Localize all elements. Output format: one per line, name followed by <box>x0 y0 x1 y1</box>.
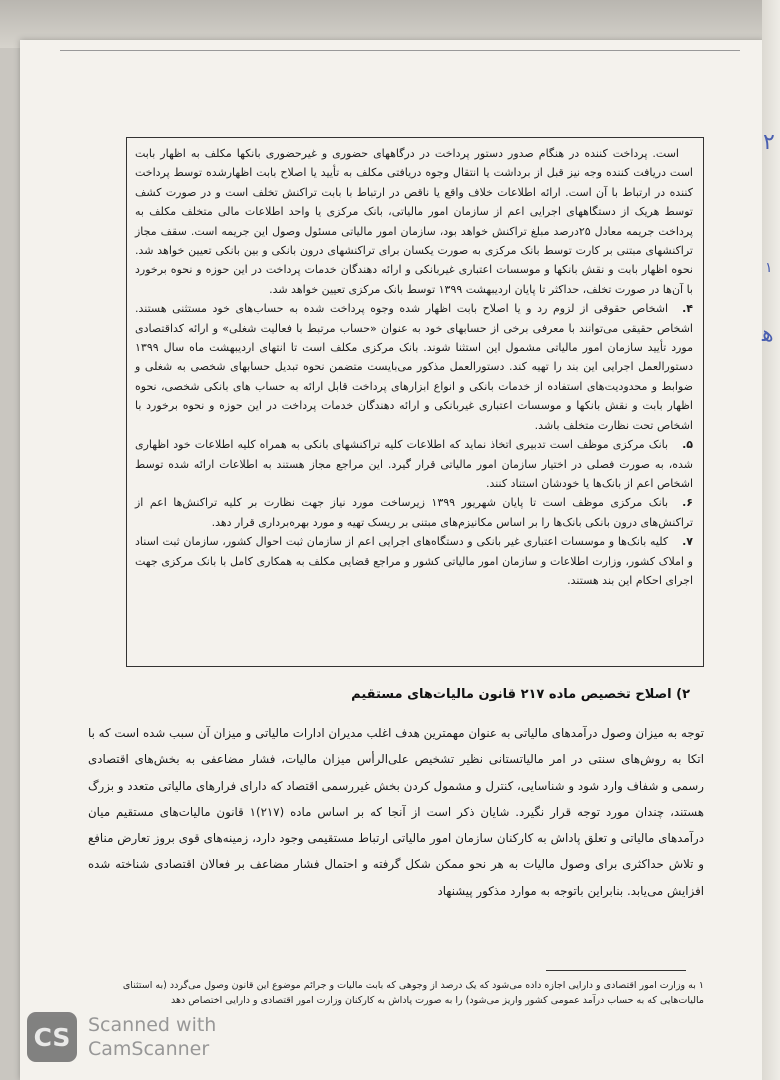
margin-handwriting: ١ <box>765 260 773 276</box>
body-paragraph-container <box>88 720 704 904</box>
page-edge <box>762 0 780 1080</box>
margin-handwriting: ﻫ <box>762 322 774 347</box>
footnote-rule <box>546 970 686 971</box>
header-rule <box>60 50 740 51</box>
box-paragraph: است. پرداخت کننده در هنگام صدور دستور پرداخت در درگاههای حضوری و غیرحضوری بانکها مکلف به اظهار بابت است دریافت کننده وجه نیز قبل از برداشت یا انتقال وجوه دریافتی مکلف به تأیید یا اصلاح بابت اظهارشده توسط پرداخت کننده در ارتباط با آن است. ارائه اطلاعات خلاف واقع یا ناقص در ارتباط با بابت تراکنش تخلف است و در صورت کشف توسط هریک از دستگاههای اجرایی اعم از سازمان امور مالیاتی، بانک مرکزی یا واحد اطلاعات مالی متخلف مکلف به پرداخت جریمه معادل ۲۵درصد مبلغ تراکنش خواهد بود، سازمان امور مالیاتی مسئول وصول این جریمه است. سقف مجاز تراکنشهای مبتنی بر کارت توسط بانک مرکزی به صورت یکسان برای تراکنشهای درون بانکی و بین بانکی تعیین خواهد شد. نحوه اظهار بابت و نقش بانکها و موسسات اعتباری غیربانکی و ارائه دهندگان خدمات پرداخت در این حوزه و نحوه برخورد با آن‌ها در صورت تخلف، حداکثر تا پایان اردیبهشت ۱۳۹۹ توسط بانک مرکزی تعیین خواهد شد. <box>135 147 693 296</box>
footnote: ۱ به وزارت امور اقتصادی و دارایی اجازه داده می‌شود که یک درصد از وجوهی که بابت مالیات و جرائم موضوع این قانون وصول می‌گردد (به استثنای مالیات‌هایی که به حساب درآمد عمومی کشور واریز می‌شود) را به صورت پاداش به کارکنان وزارت امور اقتصادی و دارایی اختصاص دهد <box>122 980 704 1006</box>
camscanner-watermark <box>88 1013 216 1061</box>
box-paragraph-item-5: ۵.بانک مرکزی موظف است تدبیری اتخاذ نماید که اطلاعات کلیه تراکنشهای بانکی به همراه کلیه اطلاعات خود اظهاری شده، به صورت فصلی در اختیار سازمان امور مالیاتی قرار گیرد. این مراجع مجاز هستند به اطلاعات ارائه شده توسط اشخاص اعم از بانک‌ها یا خودشان استناد کنند. <box>135 438 693 490</box>
legal-text-box <box>126 137 704 667</box>
box-paragraph-item-7: ۷.کلیه بانک‌ها و موسسات اعتباری غیر بانکی و دستگاه‌های اجرایی اعم از سازمان ثبت احوال کشور، سازمان ثبت اسناد و املاک کشور، وزارت اطلاعات و سازمان امور مالیاتی کشور و مراجع قضایی مکلف به همکاری کامل با بانک مرکزی جهت اجرای احکام این بند هستند. <box>135 535 693 587</box>
margin-handwriting: ٢ <box>763 130 775 155</box>
body-paragraph: توجه به میزان وصول درآمدهای مالیاتی به عنوان مهمترین هدف اغلب مدیران ادارات مالیاتی و میزان آن سبب شده است که با اتکا به روش‌های سنتی در امر مالیاتستانی نظیر تشخیص علی‌الرأس میزان مالیات، فشار مضاعفی به بخش‌های اقتصادی رسمی و شفاف وارد شود و شناسایی، کنترل و مشمول کردن بخش غیررسمی اقتصاد که دارای فرارهای مالیاتی متعدد و بزرگ هستند، چندان مورد توجه قرار نگیرد. شایان ذکر است از آنجا که بر اساس ماده (۲۱۷)۱ قانون مالیات‌های مستقیم میان درآمدهای مالیاتی و تعلق پاداش به کارکنان سازمان امور مالیاتی ارتباط مستقیمی وجود دارد، زمینه‌های قوی بروز تعارض منافع و تلاش حداکثری برای وصول مالیات به هر نحو ممکن شکل گرفته و احتمال فشار مضاعف بر فعالان اقتصادی شناخته شده افزایش می‌یابد. بنابراین باتوجه به موارد مذکور پیشنهاد <box>88 726 704 898</box>
camscanner-logo-icon: CS <box>27 1012 77 1062</box>
watermark-line-2: CamScanner <box>88 1038 210 1060</box>
watermark-line-1: Scanned with <box>88 1014 217 1036</box>
section-heading: ۲) اصلاح تخصیص ماده ۲۱۷ قانون مالیات‌های مستقیم <box>351 687 690 702</box>
box-paragraph-item-4: ۴.اشخاص حقوقی از لزوم رد و یا اصلاح بابت اظهار شده وجوه پرداخت شده به حساب‌های خود مستثنی هستند. اشخاص حقیقی می‌توانند با معرفی برخی از حسابهای خود به عنوان «حساب مرتبط با فعالیت شغلی» و ارائه کداقتصادی مورد تأیید سازمان امور مالیاتی مشمول این استثنا شوند. بانک مرکزی مکلف است تا انتهای اردیبهشت ماه سال ۱۳۹۹ دستورالعمل اجرایی این بند را تهیه کند. دستورالعمل مذکور می‌بایست متضمن نحوه تبدیل حسابهای شخصی به شغلی و ضوابط و محدودیت‌های استفاده از خدمات بانکی و انواع ابزارهای پرداخت قابل ارائه به حساب های بانکی شخصی، نحوه اظهار بابت و نقش بانکها و موسسات اعتباری غیربانکی و ارائه دهندگان خدمات پرداخت در این حوزه و نحوه برخورد با اشخاص تحت نظارت متخلف باشد. <box>135 302 693 432</box>
box-paragraph-item-6: ۶.بانک مرکزی موظف است تا پایان شهریور ۱۳۹۹ زیرساخت‌ مورد نیاز جهت نظارت بر کلیه تراکنش‌ها اعم از تراکنش‌های درون بانکی بانک‌ها را بر اساس مکانیزم‌های مبتنی بر ریسک تهیه و مورد بهره‌برداری قرار دهد. <box>135 496 694 529</box>
